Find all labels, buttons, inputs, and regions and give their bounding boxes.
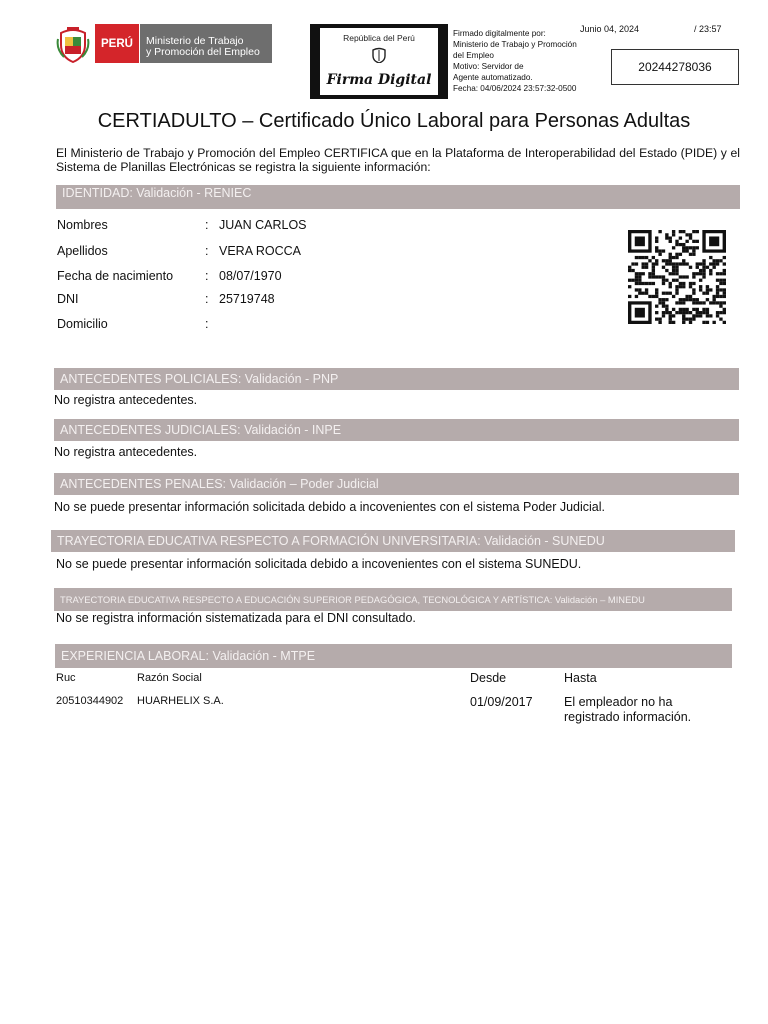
digital-signature-seal: [310, 24, 448, 99]
signature-line: del Empleo: [453, 51, 494, 60]
section-text-penales: No se puede presentar información solicitada debido a incovenientes con el sistema Poder Judicial.: [54, 500, 606, 514]
field-value-fecha-nacimiento: 08/07/1970: [219, 269, 282, 283]
field-label-domicilio: Domicilio: [57, 317, 108, 331]
qr-code-icon: [628, 230, 726, 324]
peru-brand-logo: PERÚ: [95, 24, 139, 63]
signature-details: [453, 28, 613, 94]
table-cell-hasta: El empleador no ha registrado información.: [564, 695, 692, 724]
table-cell-razon-social: HUARHELIX S.A.: [137, 695, 224, 707]
section-heading-judiciales: ANTECEDENTES JUDICIALES: Validación - INPE: [54, 419, 739, 441]
section-heading-minedu: TRAYECTORIA EDUCATIVA RESPECTO A EDUCACIÓN SUPERIOR PEDAGÓGICA, TECNOLÓGICA Y ARTÍSTICA: Validación – MINEDU: [54, 588, 732, 611]
field-value-nombres: JUAN CARLOS: [219, 218, 307, 232]
issue-time: / 23:57: [694, 24, 722, 34]
signature-line: Fecha: 04/06/2024 23:57:32-0500: [453, 84, 577, 93]
certificate-code: 20244278036: [611, 49, 739, 85]
section-text-minedu: No se registra información sistematizada para el DNI consultado.: [56, 611, 416, 625]
colon-separator: :: [205, 292, 209, 306]
seal-crest-icon: [372, 47, 386, 68]
signature-line: Agente automatizado.: [453, 73, 533, 82]
ministry-logo: [140, 24, 272, 63]
ministry-name-line1: Ministerio de Trabajo: [146, 35, 244, 47]
table-header-hasta: Hasta: [564, 671, 597, 685]
section-heading-sunedu: TRAYECTORIA EDUCATIVA RESPECTO A FORMACIÓN UNIVERSITARIA: Validación - SUNEDU: [51, 530, 735, 552]
seal-republic-label: República del Perú: [343, 33, 415, 43]
colon-separator: :: [205, 269, 209, 283]
section-text-sunedu: No se puede presentar información solicitada debido a incovenientes con el sistema SUNEDU.: [56, 557, 582, 571]
colon-separator: :: [205, 218, 209, 232]
ministry-name-line2: y Promoción del Empleo: [146, 46, 260, 58]
intro-paragraph: El Ministerio de Trabajo y Promoción del Empleo CERTIFICA que en la Plataforma de Interoperabilidad del Estado (PIDE) y el Sistema de Planillas Electrónicas se registra la siguiente información:: [56, 146, 740, 174]
table-header-razon-social: Razón Social: [137, 672, 202, 684]
field-label-nombres: Nombres: [57, 218, 108, 232]
signature-line: Ministerio de Trabajo y Promoción: [453, 40, 577, 49]
issue-date: Junio 04, 2024: [580, 24, 640, 34]
section-heading-penales: ANTECEDENTES PENALES: Validación – Poder Judicial: [54, 473, 739, 495]
section-text-policiales: No registra antecedentes.: [54, 393, 198, 407]
field-label-apellidos: Apellidos: [57, 244, 108, 258]
table-cell-desde: 01/09/2017: [470, 695, 533, 709]
section-heading-identity: IDENTIDAD: Validación - RENIEC: [56, 185, 740, 209]
table-header-desde: Desde: [470, 671, 507, 685]
section-text-judiciales: No registra antecedentes.: [54, 445, 198, 459]
section-heading-laboral: EXPERIENCIA LABORAL: Validación - MTPE: [55, 644, 732, 668]
page-title: CERTIADULTO – Certificado Único Laboral para Personas Adultas: [97, 110, 691, 132]
field-label-dni: DNI: [57, 292, 79, 306]
table-cell-ruc: 20510344902: [56, 695, 124, 707]
seal-firma-label: Firma Digital: [326, 72, 432, 88]
table-header-ruc: Ruc: [56, 672, 76, 684]
signature-line: Firmado digitalmente por:: [453, 29, 546, 38]
colon-separator: :: [205, 244, 209, 258]
field-value-dni: 25719748: [219, 292, 275, 306]
colon-separator: :: [205, 317, 209, 331]
field-label-fecha-nacimiento: Fecha de nacimiento: [57, 269, 174, 283]
section-heading-policiales: ANTECEDENTES POLICIALES: Validación - PNP: [54, 368, 739, 390]
signature-line: Motivo: Servidor de: [453, 62, 524, 71]
peru-coat-of-arms-icon: [56, 25, 90, 63]
field-value-apellidos: VERA ROCCA: [219, 244, 301, 258]
